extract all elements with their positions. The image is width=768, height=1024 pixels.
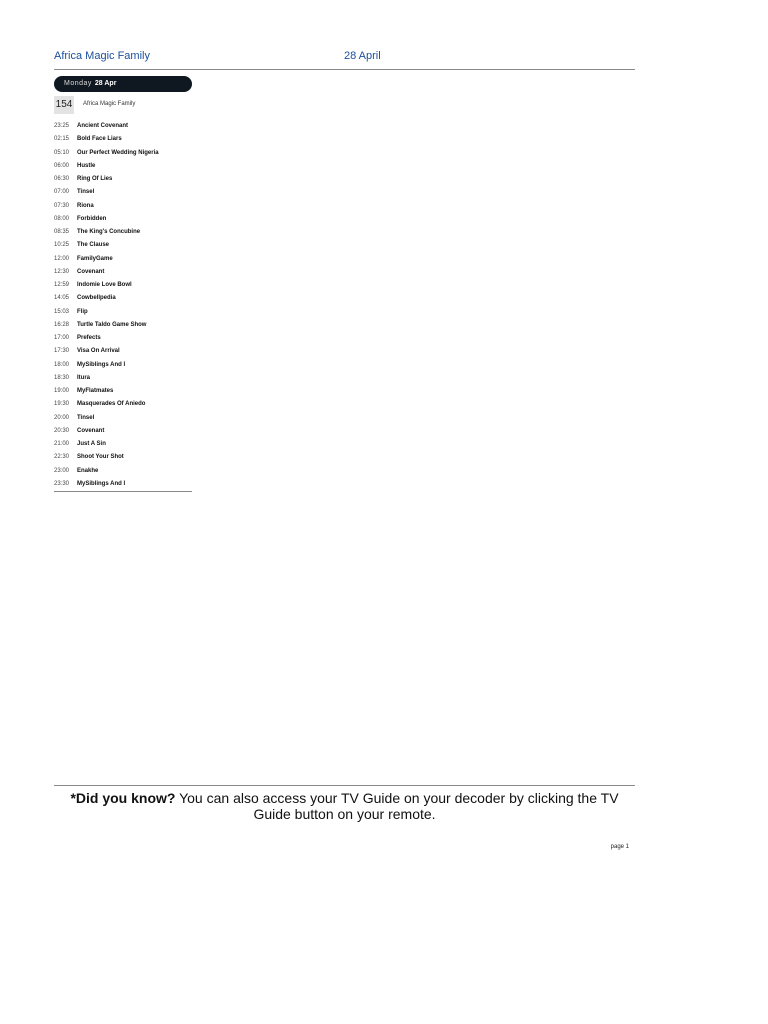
schedule-time: 22:30 [54, 454, 70, 461]
schedule-title: Ring Of Lies [77, 176, 113, 182]
schedule-time: 23:00 [54, 467, 70, 474]
schedule-time: 05:10 [54, 149, 70, 156]
schedule-time: 21:00 [54, 441, 70, 447]
schedule-row [54, 373, 192, 386]
schedule-title: Tinsel [77, 414, 95, 421]
schedule-title: MySiblings And I [77, 480, 126, 487]
day-bar [54, 76, 192, 92]
day-name: Monday [64, 80, 92, 87]
schedule-time: 12:00 [54, 255, 70, 262]
footer-divider [54, 785, 635, 786]
schedule-time: 19:30 [54, 401, 70, 408]
schedule-title: Covenant [77, 268, 105, 275]
schedule-row [54, 280, 192, 293]
schedule-title: Flip [77, 308, 88, 315]
schedule-time: 06:30 [54, 176, 70, 182]
schedule-time: 02:15 [54, 136, 70, 143]
schedule-row [54, 227, 192, 240]
schedule-time: 23:25 [54, 123, 70, 129]
schedule-title: Just A Sin [77, 441, 106, 447]
schedule-title: Cowbellpedia [77, 295, 116, 302]
schedule-title: Masquerades Of Aniedo [77, 401, 146, 408]
schedule-time: 16:28 [54, 321, 70, 328]
did-you-know-text: You can also access your TV Guide on your decoder by clicking the TV Guide button on your remote. [179, 790, 619, 822]
schedule-time: 15:03 [54, 308, 70, 315]
schedule-time: 12:59 [54, 282, 70, 288]
schedule-title: Enakhe [77, 467, 99, 474]
schedule-time: 18:00 [54, 361, 70, 368]
schedule-time: 07:00 [54, 189, 70, 196]
day-date: 28 Apr [94, 80, 117, 87]
schedule-title: Tinsel [77, 189, 95, 196]
schedule-time: 17:30 [54, 348, 70, 355]
schedule-row [54, 148, 192, 161]
schedule-row [54, 333, 192, 346]
schedule-title: Covenant [77, 427, 105, 434]
schedule-title: Forbidden [77, 215, 107, 222]
schedule-row [54, 187, 192, 200]
schedule-row [54, 360, 192, 373]
schedule-row [54, 479, 192, 492]
schedule-title: FamilyGame [77, 255, 113, 262]
schedule-title: The King's Concubine [77, 229, 141, 235]
did-you-know-lead: *Did you know? [70, 790, 176, 806]
schedule-list [54, 121, 192, 492]
schedule-row [54, 307, 192, 320]
schedule-row [54, 413, 192, 426]
schedule-title: Visa On Arrival [77, 348, 120, 355]
schedule-time: 17:00 [54, 335, 70, 341]
header-channel-title: Africa Magic Family [54, 50, 150, 62]
schedule-title: Indomie Love Bowl [77, 282, 132, 288]
schedule-time: 08:00 [54, 215, 70, 222]
schedule-row [54, 134, 192, 147]
schedule-time: 07:30 [54, 202, 70, 209]
page-number: page 1 [610, 844, 629, 850]
schedule-title: Bold Face Liars [77, 136, 122, 143]
schedule-row [54, 161, 192, 174]
schedule-time: 23:30 [54, 480, 70, 487]
schedule-row [54, 254, 192, 267]
schedule-title: Itura [77, 374, 91, 381]
schedule-title: Prefects [77, 335, 101, 341]
schedule-time: 20:30 [54, 427, 70, 434]
schedule-row [54, 214, 192, 227]
schedule-time: 12:30 [54, 268, 70, 275]
schedule-time: 06:00 [54, 162, 70, 169]
schedule-time: 08:35 [54, 229, 70, 235]
schedule-row [54, 386, 192, 399]
schedule-title: The Clause [77, 242, 110, 249]
schedule-row [54, 240, 192, 253]
schedule-row [54, 466, 192, 479]
schedule-title: Ancient Covenant [77, 123, 129, 129]
schedule-title: MySiblings And I [77, 361, 126, 368]
schedule-title: Our Perfect Wedding Nigeria [77, 149, 159, 156]
schedule-title: Hustle [77, 162, 96, 169]
schedule-row [54, 267, 192, 280]
schedule-row [54, 426, 192, 439]
schedule-row [54, 439, 192, 452]
schedule-title: MyFlatmates [77, 388, 114, 394]
header-divider [54, 69, 635, 70]
schedule-title: Riona [77, 202, 94, 209]
schedule-time: 18:30 [54, 374, 70, 381]
channel-name: Africa Magic Family [83, 101, 136, 107]
schedule-row [54, 346, 192, 359]
schedule-row [54, 293, 192, 306]
schedule-row [54, 121, 192, 134]
header-date: 28 April [344, 50, 381, 62]
schedule-row [54, 320, 192, 333]
schedule-time: 14:05 [54, 295, 70, 302]
schedule-row [54, 201, 192, 214]
schedule-time: 20:00 [54, 414, 70, 421]
schedule-row [54, 174, 192, 187]
schedule-row [54, 399, 192, 412]
schedule-title: Shoot Your Shot [77, 454, 124, 461]
did-you-know-note [54, 790, 635, 822]
channel-number-badge: 154 [54, 96, 74, 114]
schedule-time: 10:25 [54, 242, 70, 249]
schedule-divider [54, 491, 192, 492]
schedule-row [54, 452, 192, 465]
schedule-time: 19:00 [54, 388, 70, 394]
schedule-title: Turtle Taldo Game Show [77, 321, 147, 328]
